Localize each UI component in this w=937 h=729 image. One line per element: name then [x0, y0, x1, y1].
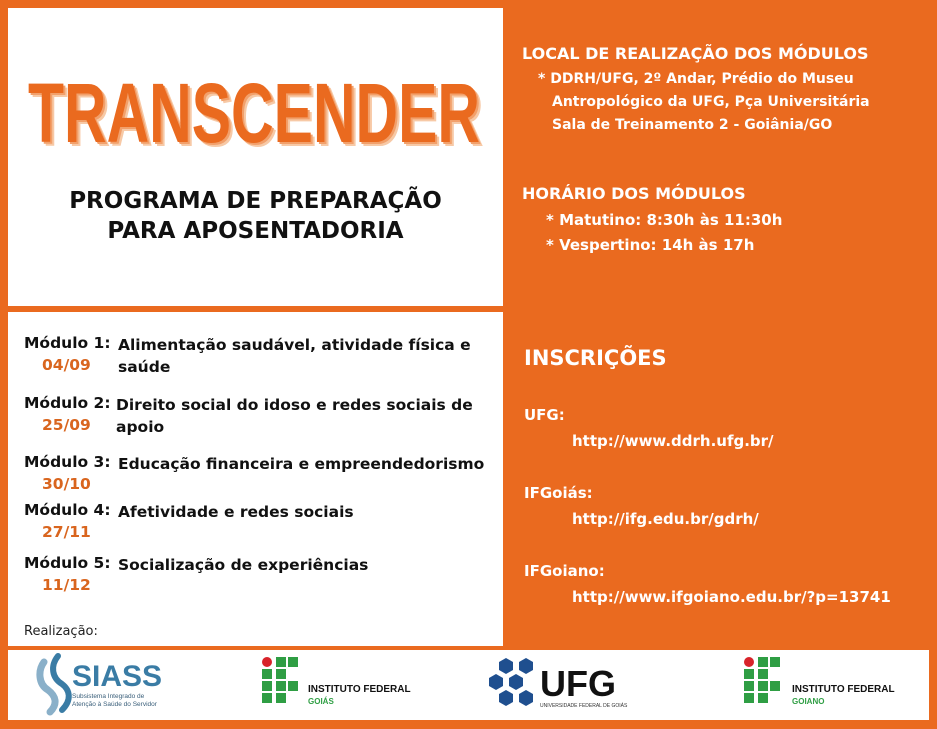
- local-line1: * DDRH/UFG, 2º Andar, Prédio do Museu: [538, 71, 854, 87]
- module-date: 25/09: [42, 416, 91, 434]
- siass-sub2: Atenção à Saúde do Servidor: [72, 701, 157, 708]
- if-goiano-sub: GOIANO: [792, 697, 825, 706]
- ufg-sub: UNIVERSIDADE FEDERAL DE GOIÁS: [540, 703, 628, 709]
- module-label: Módulo 2:: [24, 394, 111, 412]
- inscricao-link-ufg[interactable]: http://www.ddrh.ufg.br/: [572, 432, 774, 450]
- modules-panel: [8, 312, 503, 646]
- title-panel: [8, 8, 503, 306]
- inscricao-link-ifgoias[interactable]: http://ifg.edu.br/gdrh/: [572, 510, 759, 528]
- siass-text: SIASS: [72, 660, 163, 693]
- siass-logo: [36, 650, 176, 720]
- if-goias-logo: [256, 650, 426, 720]
- inscricao-inst-ifgoiano: IFGoiano:: [524, 562, 605, 580]
- module-label: Módulo 5:: [24, 554, 111, 572]
- if-goias-sub: GOIÁS: [308, 697, 334, 706]
- subtitle-line1: PROGRAMA DE PREPARAÇÃO: [69, 188, 442, 214]
- inscricao-inst-ifgoias: IFGoiás:: [524, 484, 593, 502]
- inscricoes-title: INSCRIÇÕES: [524, 346, 667, 370]
- module-desc: Afetividade e redes sociais: [118, 503, 354, 521]
- ufg-text: UFG: [540, 663, 616, 704]
- local-line2: Antropológico da UFG, Pça Universitária: [552, 94, 870, 110]
- module-date: 27/11: [42, 523, 91, 541]
- siass-sub1: Subsistema Integrado de: [72, 693, 145, 700]
- local-line3: Sala de Treinamento 2 - Goiânia/GO: [552, 117, 833, 133]
- brand-shadow2: TRANSCENDER: [30, 68, 482, 156]
- logos-strip: [8, 650, 929, 720]
- module-label: Módulo 4:: [24, 501, 111, 519]
- subtitle-line2: PARA APOSENTADORIA: [107, 218, 404, 244]
- program-subtitle: [8, 186, 503, 246]
- brand-title: TRANSCENDER: [28, 66, 480, 156]
- module-desc: Educação financeira e empreendedorismo: [118, 455, 485, 473]
- if-goiano-name: INSTITUTO FEDERAL: [792, 684, 895, 695]
- local-title: LOCAL DE REALIZAÇÃO DOS MÓDULOS: [522, 44, 869, 63]
- horario-matutino: * Matutino: 8:30h às 11:30h: [546, 211, 783, 229]
- module-date: 11/12: [42, 576, 91, 594]
- module-label: Módulo 1:: [24, 334, 111, 352]
- info-panel: [506, 8, 929, 306]
- module-date: 30/10: [42, 475, 91, 493]
- realizacao-label: Realização:: [24, 624, 98, 639]
- module-desc: Socialização de experiências: [118, 556, 369, 574]
- module-date: 04/09: [42, 356, 91, 374]
- module-label: Módulo 3:: [24, 453, 111, 471]
- horario-vespertino: * Vespertino: 14h às 17h: [546, 236, 755, 254]
- inscricao-link-ifgoiano[interactable]: http://www.ifgoiano.edu.br/?p=13741: [572, 588, 891, 606]
- brand-shadow3: TRANSCENDER: [32, 70, 484, 156]
- horario-title: HORÁRIO DOS MÓDULOS: [522, 184, 746, 203]
- if-goiano-logo: [738, 650, 918, 720]
- module-desc: Alimentação saudável, atividade física e saúde: [118, 336, 471, 376]
- if-goias-name: INSTITUTO FEDERAL: [308, 684, 411, 695]
- inscricoes-panel: [506, 312, 929, 646]
- transcender-logo: [28, 66, 488, 156]
- ufg-logo: [484, 650, 644, 720]
- module-desc: Direito social do idoso e redes sociais de apoio: [116, 396, 473, 436]
- inscricao-inst-ufg: UFG:: [524, 406, 565, 424]
